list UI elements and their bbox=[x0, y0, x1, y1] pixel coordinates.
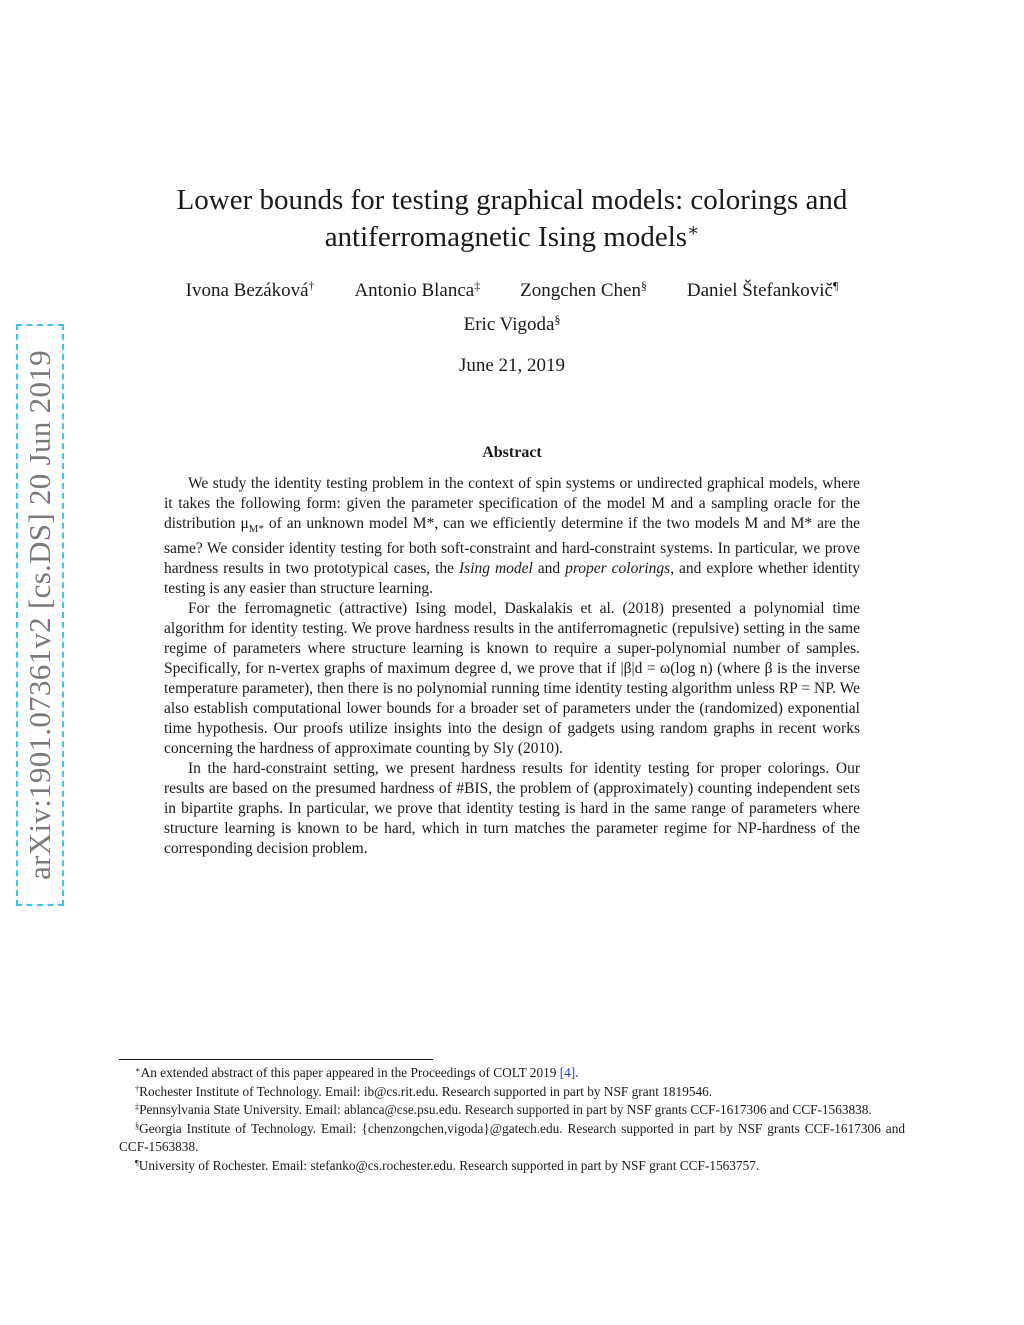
author-mark: ¶ bbox=[833, 279, 839, 293]
abstract-heading: Abstract bbox=[482, 444, 542, 461]
arxiv-stamp bbox=[16, 324, 64, 906]
footnote-mark: † bbox=[135, 1083, 140, 1093]
abstract-paragraph-1 bbox=[164, 474, 860, 599]
footnote-rule bbox=[119, 1059, 433, 1060]
footnote bbox=[119, 1083, 905, 1102]
author-name: Daniel Štefankovič bbox=[686, 280, 833, 301]
footnote-text: . bbox=[575, 1065, 579, 1080]
author-mark: § bbox=[640, 279, 647, 293]
footnote-text: University of Rochester. Email: stefanko@cs.rochester.edu. Research supported in part by NSF grant CCF-1563757. bbox=[138, 1157, 760, 1173]
title-line-2: antiferromagnetic Ising models bbox=[324, 221, 688, 253]
footnote bbox=[119, 1101, 905, 1120]
abstract-text: We study the identity testing problem in the context of spin systems or undirected graphical models, where it takes the following form: given the parameter specification of the model M and a sampling oracle for the distribution μ bbox=[164, 475, 860, 532]
footnote-text: Rochester Institute of Technology. Email: ib@cs.rit.edu. Research supported in part by NSF grant 1819546. bbox=[139, 1083, 713, 1099]
abstract-text: , and explore whether identity testing is any easier than structure learning. bbox=[164, 560, 860, 598]
author-name: Ivona Bezáková bbox=[185, 280, 309, 301]
abstract-text: of an unknown model M*, can we efficiently determine if the two models M and M* are the same? We consider identity testing for both soft-constraint and hard-constraint systems. In particular, we prove hardness results in two prototypical cases, the bbox=[164, 515, 860, 578]
footnote-mark: § bbox=[135, 1120, 140, 1130]
footnote bbox=[119, 1157, 905, 1176]
abstract-emphasis: Ising model bbox=[459, 560, 533, 578]
author-list bbox=[120, 280, 904, 302]
citation-link[interactable]: [4] bbox=[559, 1065, 576, 1080]
author bbox=[186, 280, 315, 302]
author-mark: § bbox=[554, 313, 561, 327]
abstract-text: and bbox=[532, 560, 566, 578]
paper-date: June 21, 2019 bbox=[458, 355, 566, 376]
arxiv-stamp-text: arXiv:1901.07361v2 [cs.DS] 20 Jun 2019 bbox=[22, 350, 57, 880]
author bbox=[354, 280, 480, 302]
author-name: Antonio Blanca bbox=[354, 280, 475, 301]
author bbox=[687, 280, 839, 302]
abstract-body bbox=[164, 474, 860, 859]
footnote-text: Pennsylvania State University. Email: ablanca@cse.psu.edu. Research supported in part by NSF grants CCF-1617306 and CCF-1563838. bbox=[139, 1102, 872, 1117]
title-footnote-mark: ∗ bbox=[687, 220, 700, 241]
abstract-paragraph-3: In the hard-constraint setting, we present hardness results for identity testing for proper colorings. Our results are based on the presumed hardness of #BIS, the problem of (approximately) counting independent sets in bipartite graphs. In particular, we prove that identity testing is hard in the same range of parameters where structure learning is known to be hard, which in turn matches the parameter regime for NP-hardness of the corresponding decision problem. bbox=[164, 760, 860, 858]
author-mark: ‡ bbox=[474, 279, 481, 293]
abstract-paragraph-2: For the ferromagnetic (attractive) Ising model, Daskalakis et al. (2018) presented a polynomial time algorithm for identity testing. We prove hardness results in the antiferromagnetic (repulsive) setting in the same regime of parameters where structure learning is known to require a super-polynomial number of samples. Specifically, for n-vertex graphs of maximum degree d, we prove that if |β|d = ω(log n) (where β is the inverse temperature parameter), then there is no polynomial running time identity testing algorithm unless RP = NP. We also establish computational lower bounds for a broader set of parameters under the (randomized) exponential time hypothesis. Our proofs utilize insights into the design of gadgets using random graphs in recent works concerning the hardness of approximate counting by Sly (2010). bbox=[164, 600, 860, 758]
author bbox=[520, 280, 647, 302]
footnote-mark: ∗ bbox=[135, 1065, 141, 1075]
author-mark: † bbox=[308, 279, 315, 293]
author-name: Eric Vigoda bbox=[463, 314, 555, 335]
paper-title bbox=[120, 182, 904, 256]
title-line-1: Lower bounds for testing graphical models: colorings and bbox=[176, 184, 848, 216]
footnote-mark: ¶ bbox=[135, 1157, 139, 1167]
abstract-subscript: M* bbox=[248, 523, 264, 536]
author-second-line bbox=[120, 314, 904, 336]
footnote-text: An extended abstract of this paper appeared in the Proceedings of COLT 2019 bbox=[140, 1065, 560, 1080]
footnote bbox=[119, 1120, 905, 1157]
footnotes bbox=[119, 1059, 905, 1175]
author bbox=[464, 314, 561, 335]
footnote bbox=[119, 1064, 905, 1083]
author-name: Zongchen Chen bbox=[520, 280, 641, 301]
footnote-text: Georgia Institute of Technology. Email: {chenzongchen,vigoda}@gatech.edu. Research supported in part by NSF grants CCF-1617306 and CCF-1563838. bbox=[119, 1120, 905, 1154]
footnote-mark: ‡ bbox=[135, 1102, 140, 1112]
abstract-emphasis: proper colorings bbox=[565, 560, 671, 578]
